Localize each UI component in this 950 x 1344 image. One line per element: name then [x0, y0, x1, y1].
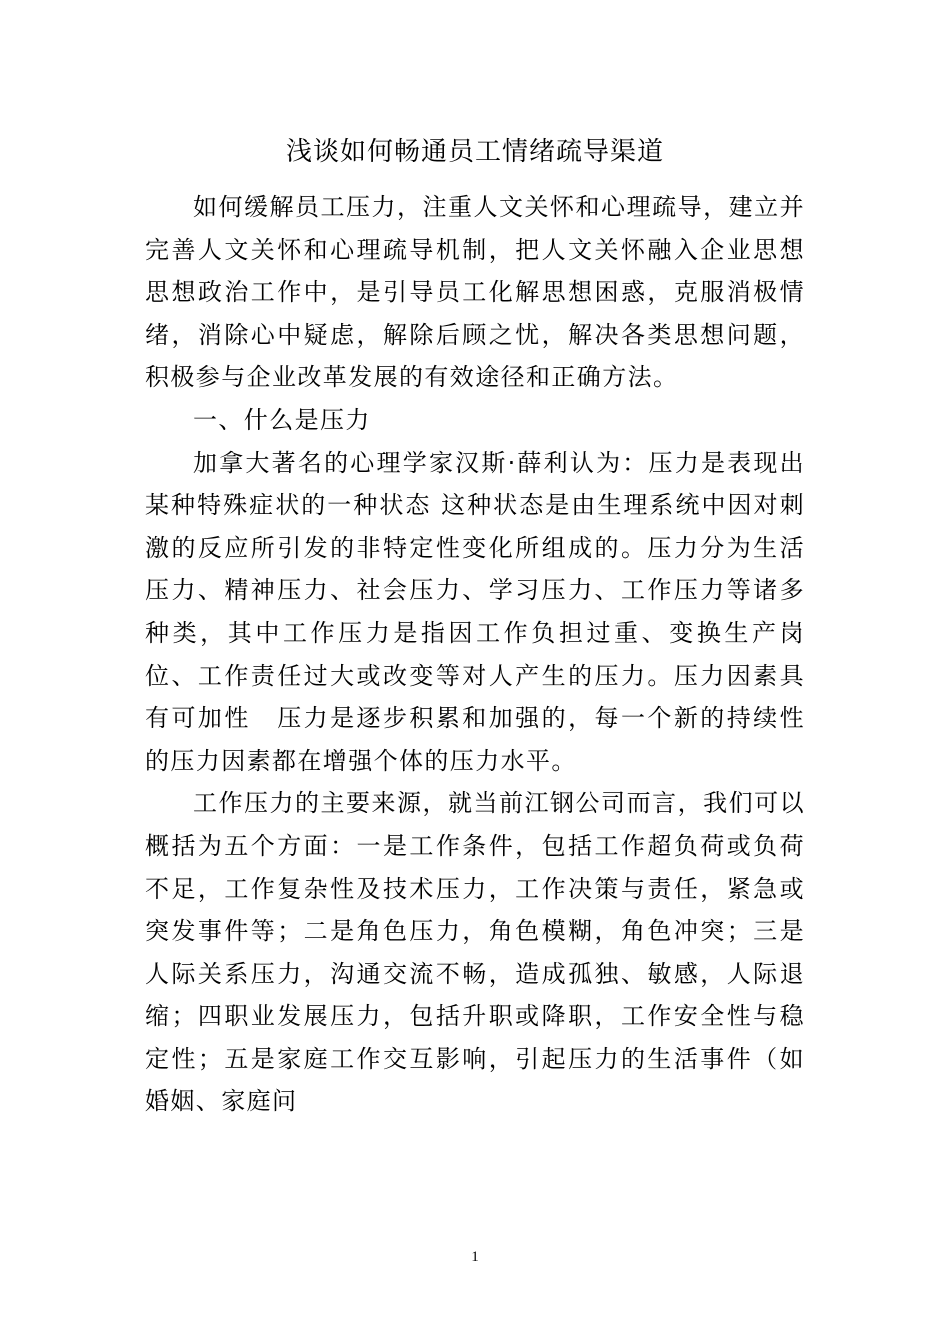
- paragraph-intro: 如何缓解员工压力，注重人文关怀和心理疏导，建立并完善人文关怀和心理疏导机制，把人文关怀融入企业思想思想政治工作中，是引导员工化解思想困惑，克服消极情绪，消除心中疑虑，解除后顾之忧，解决各类思想问题，积极参与企业改革发展的有效途径和正确方法。: [145, 193, 805, 392]
- section-heading-1: 一、什么是压力: [193, 405, 371, 434]
- paragraph-sources: 工作压力的主要来源，就当前江钢公司而言，我们可以概括为五个方面：一是工作条件，包括工作超负荷或负荷不足，工作复杂性及技术压力，工作决策与责任，紧急或突发事件等；二是角色压力，角色模糊，角色冲突；三是人际关系压力，沟通交流不畅，造成孤独、敏感，人际退缩；四职业发展压力，包括升职或降职，工作安全性与稳定性；五是家庭工作交互影响，引起压力的生活事件（如婚姻、家庭问: [145, 789, 805, 1116]
- paragraph-definition: 加拿大著名的心理学家汉斯·薛利认为：压力是表现出某种特殊症状的一种状态 这种状态是由生理系统中因对刺激的反应所引发的非特定性变化所组成的。压力分为生活压力、精神压力、社会压力、学习压力、工作压力等诸多种类，其中工作压力是指因工作负担过重、变换生产岗位、工作责任过大或改变等对人产生的压力。压力因素具有可加性 压力是逐步积累和加强的，每一个新的持续性的压力因素都在增强个体的压力水平。: [145, 448, 805, 775]
- document-body: [145, 186, 805, 1123]
- document-title: 浅谈如何畅通员工情绪疏导渠道: [285, 137, 664, 167]
- page-number: 1: [471, 1249, 479, 1265]
